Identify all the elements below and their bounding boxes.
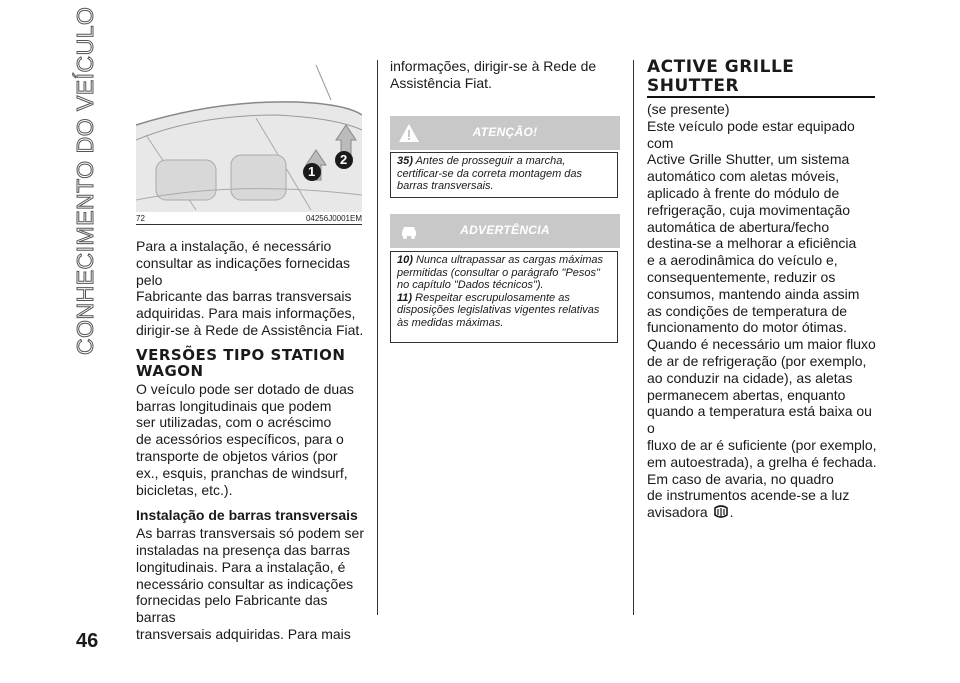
para-line: refrigeração, cuja movimentação — [647, 201, 851, 218]
car-roof-illustration — [136, 60, 362, 212]
caution-item-number: 10) — [397, 254, 413, 266]
warning-line: barras transversais. — [397, 180, 494, 193]
para-line: bicicletas, etc.). — [136, 481, 233, 498]
warning-line: Antes de prosseguir a marcha, — [415, 155, 566, 167]
side-title-text: CONHECIMENTO DO VEÍCULO — [72, 6, 98, 355]
para-line: ao conduzir na cidade), as aletas — [647, 369, 853, 386]
heading-underline — [647, 96, 875, 98]
page-number: 46 — [76, 630, 99, 652]
period: . — [729, 504, 734, 521]
para-line: (se presente) — [647, 101, 730, 117]
caution-line: no capítulo "Dados técnicos"). — [397, 279, 544, 292]
caution-line: permitidas (consultar o parágrafo "Pesos" — [397, 266, 600, 279]
para-line: transversais adquiridas. Para mais — [136, 625, 351, 642]
intro-line: dirigir-se à Rede de Assistência Fiat. — [136, 321, 364, 338]
para-line: transporte de objetos vários (por — [136, 447, 338, 464]
intro-line: Para a instalação, é necessário — [136, 238, 332, 254]
car-roof-figure — [136, 60, 362, 212]
para-line: Assistência Fiat. — [390, 74, 492, 91]
para-line: de ar de refrigeração (por exemplo, — [647, 352, 867, 369]
callout-1: 1 — [308, 164, 316, 179]
column-1 — [136, 238, 368, 643]
para-line: permanecem abertas, enquanto — [647, 386, 846, 403]
intro-line: adquiridas. Para mais informações, — [136, 305, 356, 322]
heading-line: ACTIVE GRILLE — [647, 57, 795, 77]
para-line: ex., esquis, pranchas de windsurf, — [136, 464, 348, 481]
para-line: longitudinais. Para a instalação, é — [136, 558, 346, 575]
warning-title: ATENÇÃO! — [472, 125, 538, 139]
para-line: fornecidas pelo Fabricante das barras — [136, 592, 328, 626]
para-line: destina-se a melhorar a eficiência — [647, 235, 857, 252]
para-line: Active Grille Shutter, um sistema — [647, 151, 850, 168]
para-line: as condições de temperatura de — [647, 302, 848, 319]
figure-code: 04256J0001EM — [305, 214, 362, 223]
para-line: O veículo pode ser dotado de duas — [136, 380, 354, 397]
section-heading-station-wagon — [136, 347, 368, 379]
heading-line: SHUTTER — [647, 76, 740, 96]
column-divider-1 — [377, 60, 378, 615]
para-line: aplicado à frente do módulo de — [647, 184, 840, 201]
section-heading-active-grille-shutter — [647, 58, 794, 96]
para-line: instaladas na presença das barras — [136, 541, 351, 558]
caution-line: disposições legislativas vigentes relativas — [397, 304, 600, 317]
warning-box-header — [390, 116, 620, 150]
last-line — [647, 504, 877, 521]
para-line: necessário consultar as indicações — [136, 575, 354, 592]
caution-box-body — [390, 251, 618, 343]
caution-box-header — [390, 214, 620, 248]
para-line: Quando é necessário um maior fluxo — [647, 336, 876, 353]
column-divider-2 — [633, 60, 634, 615]
intro-line: consultar as indicações fornecidas pelo — [136, 254, 351, 288]
caution-title: ADVERTÊNCIA — [460, 223, 550, 237]
para-line: Em caso de avaria, no quadro — [647, 470, 834, 487]
para-line: de instrumentos acende-se a luz — [647, 487, 850, 504]
grille-shutter-warning-icon — [712, 505, 730, 519]
para-line: e a aerodinâmica do veículo e, — [647, 252, 838, 269]
para-line: de acessórios específicos, para o — [136, 431, 344, 448]
caution-line: Respeitar escrupulosamente as — [415, 291, 570, 304]
para-line: em autoestrada), a grelha é fechada. — [647, 453, 877, 470]
caution-item-number: 11) — [397, 291, 413, 304]
para-line: consumos, mantendo ainda assim — [647, 285, 860, 302]
warning-number: 35) — [397, 155, 413, 167]
para-line: quando a temperatura está baixa ou o — [647, 403, 872, 437]
caution-line: Nunca ultrapassar as cargas máximas — [415, 254, 604, 266]
heading-line: WAGON — [136, 361, 204, 380]
intro-line: Fabricante das barras transversais — [136, 288, 352, 305]
caution-line: às medidas máximas. — [397, 316, 504, 329]
transverse-bars-paragraph — [136, 525, 368, 643]
para-line: consequentemente, reduzir os — [647, 268, 836, 285]
para-line: As barras transversais só podem ser — [136, 525, 364, 542]
para-line: avisadora — [647, 504, 708, 521]
para-line: barras longitudinais que podem — [136, 397, 332, 414]
para-line: funcionamento do motor ótimas. — [647, 319, 847, 336]
column-2-continuation — [390, 58, 622, 92]
para-line: ser utilizadas, com o acréscimo — [136, 414, 332, 431]
figure-bottom-rule — [136, 224, 362, 225]
para-line: fluxo de ar é suficiente (por exemplo, — [647, 436, 877, 453]
para-line: automático com aletas móveis, — [647, 168, 840, 185]
column-3 — [647, 101, 877, 521]
para-line: automática de abertura/fecho — [647, 218, 830, 235]
heading-line: VERSÕES TIPO STATION — [136, 345, 346, 364]
para-line: informações, dirigir-se à Rede de — [390, 58, 597, 74]
station-wagon-paragraph — [136, 381, 368, 499]
warning-line: certificar-se da correta montagem das — [397, 167, 583, 180]
warning-box-body — [390, 152, 618, 198]
para-line: Este veículo pode estar equipado com — [647, 117, 855, 151]
callout-2: 2 — [340, 152, 348, 167]
figure-number: 72 — [136, 214, 145, 223]
subheading-transverse-bars: Instalação de barras transversais — [136, 507, 358, 524]
